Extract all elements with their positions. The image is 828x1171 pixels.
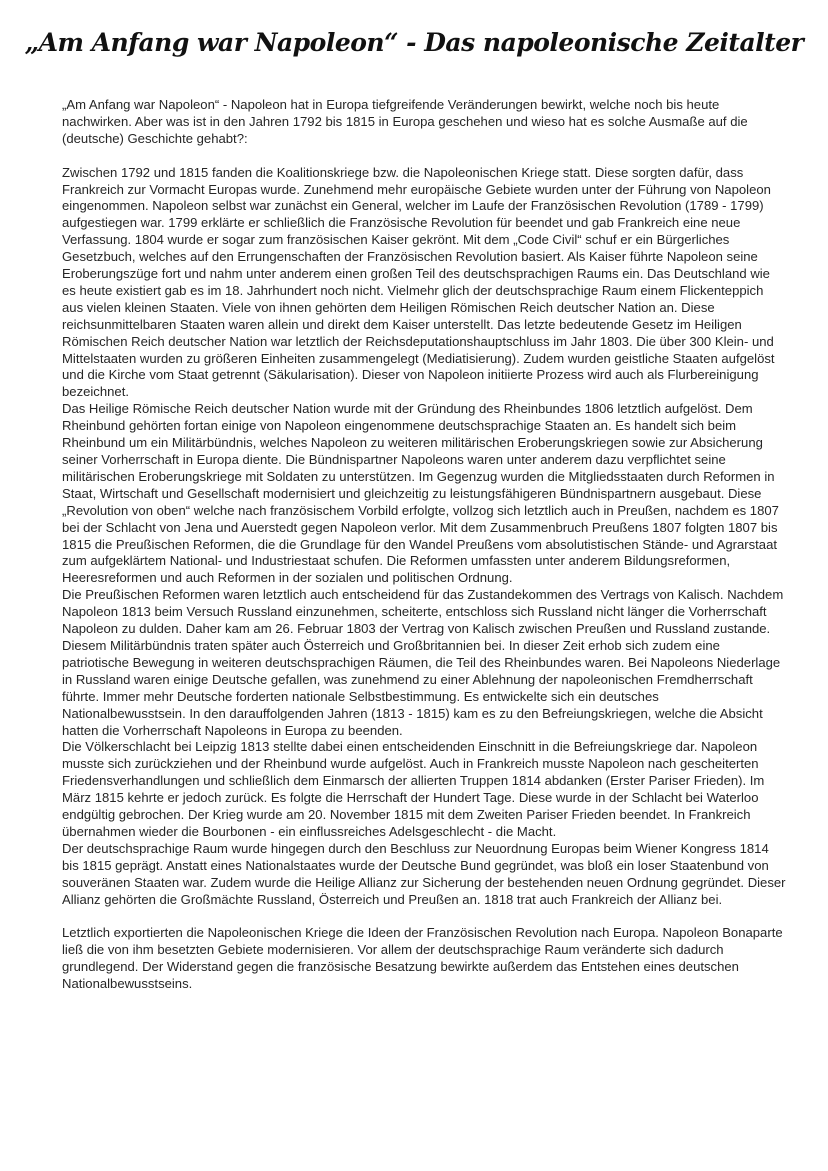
paragraph-spacer bbox=[62, 908, 786, 925]
intro-paragraph: „Am Anfang war Napoleon“ - Napoleon hat in Europa tiefgreifende Veränderungen bewirkt, welche noch bis heute nachwirken. Aber was ist in den Jahren 1792 bis 1815 in Europa geschehen und wieso hat es solche Ausmaße auf die (deutsche) Geschichte gehabt?: bbox=[62, 97, 748, 146]
body-paragraph-3: Die Preußischen Reformen waren letztlich auch entscheidend für das Zustandekommen des Vertrags von Kalisch. Nachdem Napoleon 1813 beim Versuch Russland einzunehmen, scheiterte, entschloss sich Russland nicht länger die Vorherrschaft Napoleon zu dulden. Daher kam am 26. Februar 1803 der Vertrag von Kalisch zwischen Preußen und Russland zustande. Diesem Militärbündnis traten später auch Österreich und Großbritannien bei. In dieser Zeit erhob sich zudem eine patriotische Bewegung in weiteren deutschsprachigen Räumen, die Teil des Rheinbundes waren. Bei Napoleons Niederlage in Russland waren einige Deutsche gefallen, was zunehmend zu einer Ablehnung der napoleonischen Fremdherrschaft führte. Immer mehr Deutsche forderten nationale Selbstbestimmung. Es entwickelte sich ein deutsches Nationalbewusstsein. In den darauffolgenden Jahren (1813 - 1815) kam es zu den Befreiungskriegen, welche die Absicht hatten die Vorherrschaft Napoleons in Europa zu beenden. bbox=[62, 587, 784, 738]
body-paragraph-5: Der deutschsprachige Raum wurde hingegen durch den Beschluss zur Neuordnung Europas beim Wiener Kongress 1814 bis 1815 geprägt. Anstatt eines Nationalstaates wurde der Deutsche Bund gegründet, was bloß ein loser Staatenbund von souveränen Staaten war. Zudem wurde die Heilige Allianz zur Sicherung der bestehenden neuen Ordnung gegründet. Dieser Allianz gehörten die Großmächte Russland, Österreich und Preußen an. 1818 trat auch Frankreich der Allianz bei. bbox=[62, 840, 786, 907]
body-paragraph-4: Die Völkerschlacht bei Leipzig 1813 stellte dabei einen entscheidenden Einschnitt in die Befreiungskriege dar. Napoleon musste sich zurückziehen und der Rheinbund wurde aufgelöst. Auch in Frankreich musste Napoleon nach gescheiterten Friedensverhandlungen und schließlich dem Einmarsch der allierten Truppen 1814 abdanken (Erster Pariser Frieden). Im März 1815 kehrte er jedoch zurück. Es folgte die Herrschaft der Hundert Tage. Diese wurde in der Schlacht bei Waterloo endgültig gebrochen. Der Krieg wurde am 20. November 1815 mit dem Zweiten Pariser Frieden beendet. In Frankreich übernahmen wieder die Bourbonen - ein einflussreiches Adelsgeschlecht - die Macht. bbox=[62, 739, 765, 839]
conclusion-paragraph: Letztlich exportierten die Napoleonischen Kriege die Ideen der Französischen Revolution nach Europa. Napoleon Bonaparte ließ die von ihm besetzten Gebiete modernisieren. Vor allem der deutschsprachige Raum veränderte sich dadurch grundlegend. Der Widerstand gegen die französische Besatzung bewirkte außerdem das Entstehen eines deutschen Nationalbewusstseins. bbox=[62, 925, 783, 992]
page-title: „Am Anfang war Napoleon“ - Das napoleonische Zeitalter bbox=[24, 28, 804, 57]
body-paragraph-1: Zwischen 1792 und 1815 fanden die Koalitionskriege bzw. die Napoleonischen Kriege statt. Diese sorgten dafür, dass Frankreich zur Vormacht Europas wurde. Zunehmend mehr europäische Gebiete wurden unter der Führung von Napoleon eingenommen. Napoleon selbst war zunächst ein General, welcher im Laufe der Französischen Revolution (1789 - 1799) aufgestiegen war. 1799 erklärte er schließlich die Französische Revolution für beendet und gab Frankreich eine neue Verfassung. 1804 wurde er sogar zum französischen Kaiser gekrönt. Mit dem „Code Civil“ schuf er ein Bürgerliches Gesetzbuch, welches auf den Errungenschaften der Französischen Revolution basiert. Als Kaiser führte Napoleon seine Eroberungszüge fort und nahm unter anderem einen großen Teil des deutschsprachigen Raums ein. Das Deutschland wie es heute existiert gab es im 18. Jahrhundert noch nicht. Vielmehr glich der deutschsprachige Raum einem Flickenteppich aus vielen kleinen Staaten. Viele von ihnen gehörten dem Heiligen Römischen Reich deutscher Nation an. Diese reichsunmittelbaren Staaten waren allein und direkt dem Kaiser unterstellt. Das letzte bedeutende Gesetz im Heiligen Römischen Reich deutscher Nation war letztlich der Reichsdeputationshauptschluss im Jahr 1803. Die über 300 Klein- und Mittelstaaten wurden zu größeren Einheiten zusammengelegt (Mediatisierung). Zudem wurden geistliche Staaten aufgelöst und die Kirche vom Staat getrennt (Säkularisation). Dieser von Napoleon initiierte Prozess wird auch als Flurbereinigung bezeichnet. bbox=[62, 164, 775, 400]
document-body bbox=[62, 97, 786, 993]
body-paragraph-2: Das Heilige Römische Reich deutscher Nation wurde mit der Gründung des Rheinbundes 1806 letztlich aufgelöst. Dem Rheinbund gehörten fortan einige von Napoleon eingenommene deutschsprachige Staaten an. Es handelt sich beim Rheinbund um ein Militärbündnis, welches Napoleon zu weiteren militärischen Eroberungskriegen sowie zur Absicherung seiner Vorherrschaft in Europa diente. Die Bündnispartner Napoleons waren unter anderem dazu verpflichtet seine militärischen Eroberungskriege mit Soldaten zu unterstützen. Im Gegenzug wurden die Mitgliedsstaaten durch Reformen in Staat, Wirtschaft und Gesellschaft modernisiert und gleichzeitig zu leistungsfähigeren Bündnispartnern ausgebaut. Diese „Revolution von oben“ welche nach französischem Vorbild erfolgte, vollzog sich letztlich auch in Preußen, nachdem es 1807 bei der Schlacht von Jena und Auerstedt gegen Napoleon verlor. Mit dem Zusammenbruch Preußens 1807 folgten 1807 bis 1815 die Preußischen Reformen, die die Grundlage für den Wandel Preußens vom absolutistischen Stände- und Agrarstaat zum aufgeklärtem National- und Industriestaat schufen. Die Reformen umfassten unter anderem Bildungsreformen, Heeresreformen und auch Reformen in der sozialen und politischen Ordnung. bbox=[62, 401, 779, 586]
paragraph-spacer bbox=[62, 148, 786, 165]
